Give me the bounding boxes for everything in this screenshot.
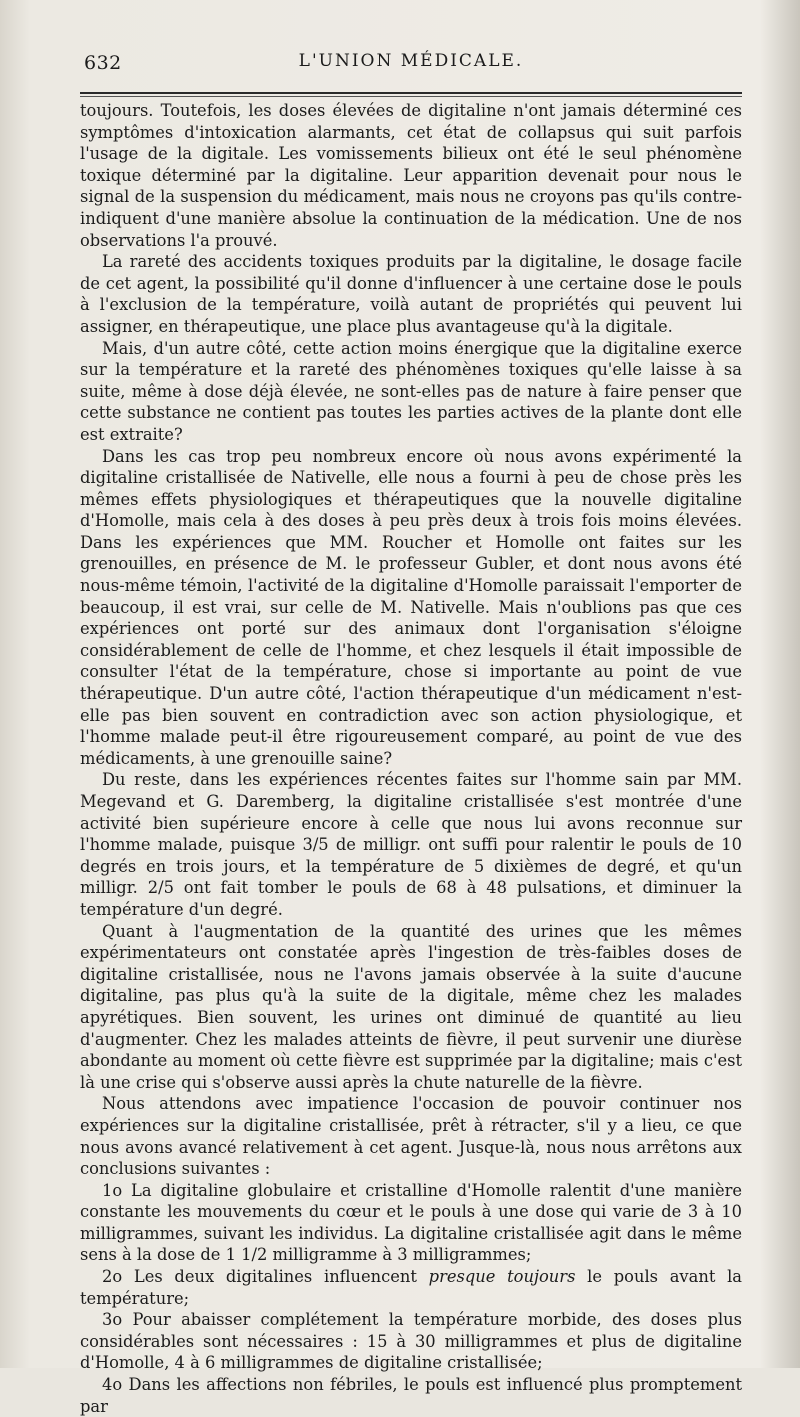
paragraph-3: Mais, d'un autre côté, cette action moins énergique que la digitaline exerce sur la température et la rareté des phénomènes toxiques qu'elle laisse à sa suite, même à dose déjà élevée, ne sont-elles pas de nature à faire penser que cette substance ne contient pas toutes les parties actives de la plante dont elle est extraite? — [80, 338, 742, 444]
paragraph-5: Du reste, dans les expériences récentes faites sur l'homme sain par MM. Megevand et G. Daremberg, la digitaline cristallisée s'est montrée d'une activité bien supérieure encore à celle que nous lui avons reconnue sur l'homme malade, puisque 3/5 de milligr. ont suffi pour ralentir le pouls de 10 degrés en trois jours, et la température de 5 dixièmes de degré, et qu'un milligr. 2/5 ont fait tomber le pouls de 68 à 48 pulsations, et diminuer la température d'un degré. — [80, 770, 742, 919]
conclusion-1: 1o La digitaline globulaire et cristalline d'Homolle ralentit d'une manière constante les mouvements du cœur et le pouls à une dose qui varie de 3 à 10 milligrammes, suivant les individus. La digitaline cristallisée agit dans le même sens à la dose de 1 1/2 milligramme à 3 milligrammes; — [80, 1180, 742, 1265]
paragraph-6: Quant à l'augmentation de la quantité des urines que les mêmes expérimentateurs ont constatée après l'ingestion de très-faibles doses de digitaline cristallisée, nous ne l'avons jamais observée à la suite d'aucune digitaline, pas plus qu'à la suite de la digitale, même chez les malades apyrétiques. Bien souvent, les urines ont diminué de quantité au lieu d'augmenter. Chez les malades atteints de fièvre, il peut survenir une diurèse abondante au moment où cette fièvre est supprimée par la digitaline; mais c'est là une crise qui s'observe aussi après la chute naturelle de la fièvre. — [80, 921, 742, 1092]
page-number: 632 — [84, 52, 122, 74]
conclusion-2-emphasis: presque toujours — [428, 1267, 576, 1287]
conclusion-2-end: le pouls avant la température; — [80, 1267, 743, 1308]
conclusion-4: 4o Dans les affections non fébriles, le pouls est influencé plus promptement par — [80, 1375, 742, 1416]
body-text — [80, 100, 742, 1417]
paragraph-7: Nous attendons avec impatience l'occasion de pouvoir continuer nos expériences sur la digitaline cristallisée, prêt à rétracter, s'il y a lieu, ce que nous avons avancé relativement à cet agent. Jusque-là, nous nous arrêtons aux conclusions suivantes : — [80, 1094, 742, 1179]
paragraph-4: Dans les cas trop peu nombreux encore où nous avons expérimenté la digitaline cristallisée de Nativelle, elle nous a fourni à peu de chose près les mêmes effets physiologiques et thérapeutiques que la nouvelle digitaline d'Homolle, mais cela à des doses à peu près deux à trois fois moins élevées. Dans les expériences que MM. Roucher et Homolle ont faites sur les grenouilles, en présence de M. le professeur Gubler, et dont nous avons été nous-même témoin, l'activité de la digitaline d'Homolle paraissait l'emporter de beaucoup, il est vrai, sur celle de M. Nativelle. Mais n'oublions pas que ces expériences ont porté sur des animaux dont l'organisation s'éloigne considérablement de celle de l'homme, et chez lesquels il était impossible de consulter l'état de la température, chose si importante au point de vue thérapeutique. D'un autre côté, l'action thérapeutique d'un médicament n'est-elle pas bien souvent en contradiction avec son action physiologique, et l'homme malade peut-il être rigoureusement comparé, au point de vue des médicaments, à une grenouille saine? — [80, 446, 742, 768]
header-rule-thin — [80, 96, 742, 97]
paragraph-1: toujours. Toutefois, les doses élevées de digitaline n'ont jamais déterminé ces symptômes d'intoxication alarmants, cet état de collapsus qui suit parfois l'usage de la digitale. Les vomissements bilieux ont été le seul phénomène toxique déterminé par la digitaline. Leur apparition devenait pour nous le signal de la suspension du médicament, mais nous ne croyons pas qu'ils contre-indiquent d'une manière absolue la continuation de la médication. Une de nos observations l'a prouvé. — [80, 101, 742, 250]
conclusion-3: 3o Pour abaisser complétement la température morbide, des doses plus considérables sont nécessaires : 15 à 30 milligrammes et plus de digitaline d'Homolle, 4 à 6 milligrammes de digitaline cristallisée; — [80, 1310, 742, 1373]
header-rule — [80, 92, 742, 94]
conclusion-2-start: 2o Les deux digitalines influencent — [102, 1267, 429, 1287]
running-title: L'UNION MÉDICALE. — [298, 51, 524, 71]
conclusion-2 — [80, 1266, 742, 1309]
page-header — [80, 48, 742, 84]
paragraph-2: La rareté des accidents toxiques produits par la digitaline, le dosage facile de cet agent, la possibilité qu'il donne d'influencer à une certaine dose le pouls à l'exclusion de la température, voilà autant de propriétés qui peuvent lui assigner, en thérapeutique, une place plus avantageuse qu'à la digitale. — [80, 252, 742, 336]
